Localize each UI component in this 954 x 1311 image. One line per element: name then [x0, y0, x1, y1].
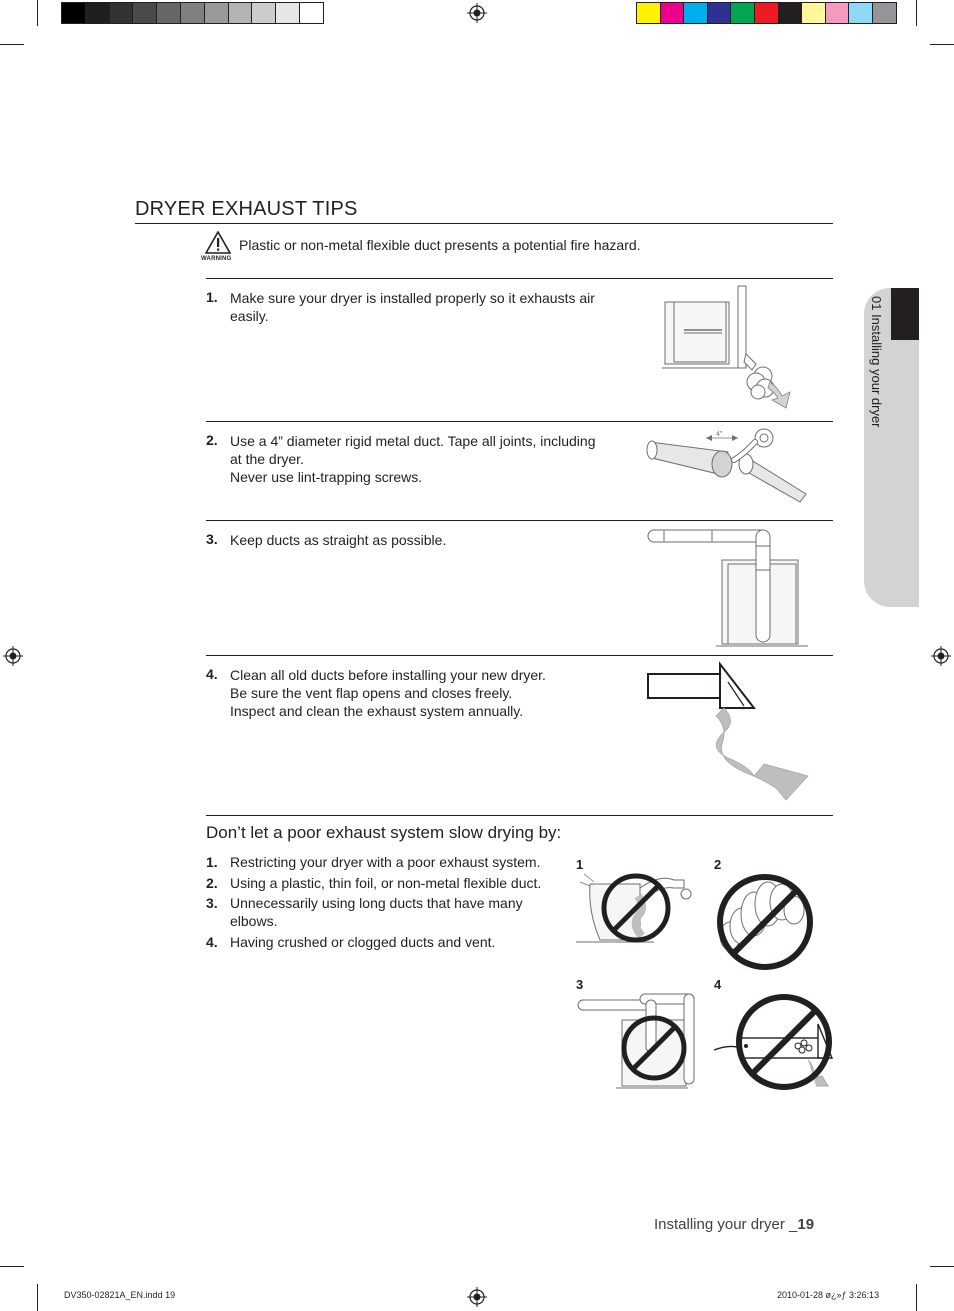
color-swatch	[180, 2, 205, 24]
step-number: 3.	[206, 531, 218, 547]
dryer-vent-illustration	[660, 284, 800, 412]
color-swatch	[825, 2, 850, 24]
color-swatch	[156, 2, 181, 24]
figure-number: 4	[714, 977, 722, 992]
flexible-duct-prohibited-icon	[712, 870, 818, 974]
figure-number: 1	[576, 857, 584, 872]
section-divider	[206, 815, 833, 816]
warning-label: WARNING	[201, 256, 232, 262]
color-swatch	[132, 2, 157, 24]
color-swatch	[251, 2, 276, 24]
rigid-duct-illustration	[642, 424, 812, 514]
registration-mark-icon	[931, 646, 951, 666]
color-swatch	[228, 2, 253, 24]
list-item: 2. Using a plastic, thin foil, or non-metal flexible duct.	[206, 874, 542, 891]
chapter-tab-label: 01 Installing your dryer	[869, 296, 884, 428]
restricted-dryer-prohibited-icon	[576, 868, 696, 948]
crop-mark	[37, 1284, 38, 1311]
section-divider	[206, 655, 833, 656]
color-swatch	[204, 2, 229, 24]
registration-mark-icon	[467, 3, 487, 23]
step-text: Keep ducts as straight as possible.	[230, 532, 447, 548]
crop-mark	[916, 1284, 917, 1311]
page-title: DRYER EXHAUST TIPS	[135, 198, 358, 220]
list-item: 1. Restricting your dryer with a poor exhaust system.	[206, 854, 541, 870]
straight-duct-illustration	[644, 526, 814, 650]
warning-text: Plastic or non-metal flexible duct presents a potential fire hazard.	[239, 237, 641, 253]
crop-mark	[930, 44, 954, 45]
registration-mark-icon	[467, 1287, 487, 1307]
color-swatch	[61, 2, 86, 24]
crop-mark	[0, 1266, 24, 1267]
svg-text:4": 4"	[716, 431, 723, 438]
crop-mark	[930, 1266, 954, 1267]
section-divider	[206, 278, 833, 279]
color-swatch	[801, 2, 826, 24]
vent-hood-illustration	[644, 660, 814, 804]
figure-number: 3	[576, 977, 584, 992]
crop-mark	[916, 0, 917, 26]
long-elbow-duct-prohibited-icon	[576, 990, 696, 1092]
step-text: Clean all old ducts before installing your new dryer. Be sure the vent flap opens and closes freely. Inspect and clean the exhaust system annually.	[230, 667, 546, 719]
step-number: 4.	[206, 666, 218, 682]
registration-mark-icon	[3, 646, 23, 666]
causes-list	[206, 853, 566, 953]
step-number: 2.	[206, 432, 218, 448]
color-swatch	[275, 2, 300, 24]
color-swatch	[778, 2, 803, 24]
list-item: 3. Unnecessarily using long ducts that have many elbows.	[206, 895, 523, 929]
figure-number: 2	[714, 857, 722, 872]
chapter-tab-marker	[891, 288, 919, 340]
color-swatch	[730, 2, 755, 24]
color-swatch	[109, 2, 134, 24]
color-swatch	[872, 2, 897, 24]
color-swatch	[660, 2, 685, 24]
color-swatch	[683, 2, 708, 24]
slug-right: 2010-01-28 ø¿»ƒ 3:26:13	[777, 1290, 880, 1300]
crop-mark	[0, 44, 24, 45]
step-text: Make sure your dryer is installed properly so it exhausts air easily.	[230, 290, 595, 324]
color-swatch	[85, 2, 110, 24]
title-rule	[135, 223, 833, 224]
color-swatch	[299, 2, 324, 24]
list-item: 4. Having crushed or clogged ducts and vent.	[206, 933, 496, 950]
color-swatch	[636, 2, 661, 24]
section-divider	[206, 520, 833, 521]
color-swatch	[707, 2, 732, 24]
slug-left: DV350-02821A_EN.indd 19	[64, 1290, 176, 1300]
step-text: Use a 4” diameter rigid metal duct. Tape all joints, including at the dryer. Never use lint-trapping screws.	[230, 433, 596, 485]
section-divider	[206, 421, 833, 422]
page-footer: Installing your dryer _19	[654, 1216, 815, 1233]
subheading: Don’t let a poor exhaust system slow drying by:	[206, 823, 562, 842]
clogged-vent-prohibited-icon	[712, 990, 836, 1094]
crop-mark	[37, 0, 38, 26]
color-swatch	[848, 2, 873, 24]
color-swatch	[754, 2, 779, 24]
warning-triangle-icon	[205, 231, 231, 254]
step-number: 1.	[206, 289, 218, 305]
